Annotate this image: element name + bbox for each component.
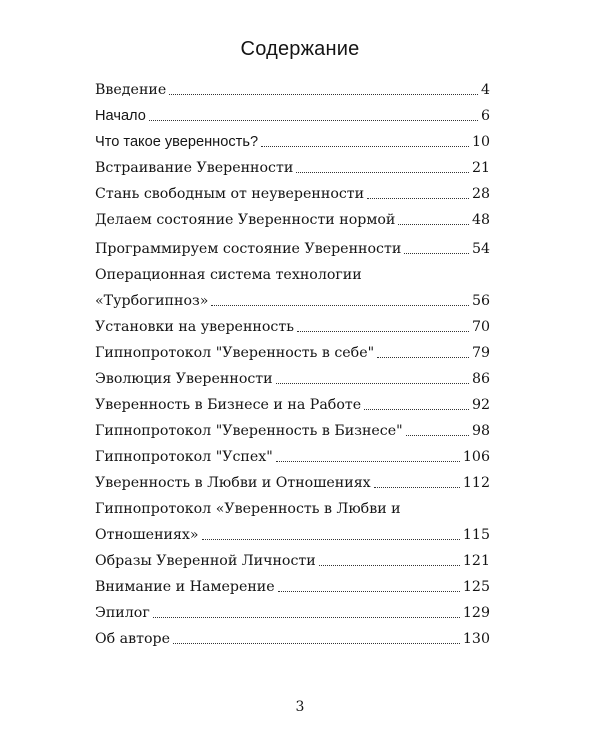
toc-entry-introduction	[95, 73, 490, 99]
toc-entry-confidence-norm	[95, 203, 490, 229]
toc-entry-label: Стань свободным от неуверенности	[95, 186, 365, 202]
toc-entry-hypno-love	[95, 492, 490, 544]
dot-leader	[296, 172, 469, 173]
toc-entry-page: 112	[462, 475, 490, 491]
toc-entry-label: Отношениях»	[95, 527, 199, 543]
toc-entry-programming-confidence	[95, 229, 490, 258]
toc-entry-label: Гипнопротокол "Уверенность в Бизнесе"	[95, 423, 403, 439]
toc-entry-page: 125	[462, 579, 490, 595]
toc-entry-label: Начало	[95, 108, 146, 124]
dot-leader	[169, 94, 478, 95]
toc-entry-label: Уверенность в Бизнесе и на Работе	[95, 397, 362, 413]
toc-entry-hypno-business	[95, 414, 490, 440]
toc-entry-hypno-self-confidence	[95, 336, 490, 362]
toc-entry-page: 130	[462, 631, 490, 647]
dot-leader	[202, 539, 460, 540]
toc-entry-page: 106	[462, 449, 490, 465]
dot-leader	[404, 253, 469, 254]
toc-entry-hypno-success	[95, 440, 490, 466]
toc-entry-label-line1: Гипнопротокол «Уверенность в Любви и	[95, 501, 401, 517]
dot-leader	[406, 435, 469, 436]
toc-entry-label: Эволюция Уверенности	[95, 371, 273, 387]
dot-leader	[398, 224, 469, 225]
toc-entry-business-work	[95, 388, 490, 414]
toc-entry-page: 6	[480, 108, 490, 124]
dot-leader	[297, 331, 469, 332]
dot-leader	[367, 198, 469, 199]
dot-leader	[173, 643, 460, 644]
toc-entry-what-is-confidence	[95, 125, 490, 151]
toc-entry-label: Эпилог	[95, 605, 150, 621]
toc-entry-page: 10	[471, 134, 490, 150]
dot-leader	[319, 565, 460, 566]
toc-entry-love-relationships	[95, 466, 490, 492]
dot-leader	[149, 120, 478, 121]
toc-entry-beginning	[95, 99, 490, 125]
dot-leader	[261, 146, 469, 147]
toc-entry-evolution	[95, 362, 490, 388]
toc-entry-label: Об авторе	[95, 631, 170, 647]
page-number: 3	[295, 699, 305, 715]
toc-entry-page: 4	[480, 82, 490, 98]
toc-entry-page: 28	[471, 186, 490, 202]
toc-entry-page: 98	[471, 423, 490, 439]
dot-leader	[276, 461, 460, 462]
toc-entry-operating-system	[95, 258, 490, 310]
dot-leader	[211, 305, 469, 306]
toc-entry-label-line1: Операционная система технологии	[95, 267, 362, 283]
toc-entry-epilogue	[95, 596, 490, 622]
toc-entry-confidence-settings	[95, 310, 490, 336]
toc-entry-page: 70	[471, 319, 490, 335]
toc-entry-page: 56	[471, 293, 490, 309]
toc-entry-about-author	[95, 622, 490, 648]
dot-leader	[153, 617, 460, 618]
dot-leader	[364, 409, 469, 410]
toc-entry-page: 92	[471, 397, 490, 413]
toc-entry-attention-intention	[95, 570, 490, 596]
dot-leader	[377, 357, 469, 358]
dot-leader	[374, 487, 460, 488]
page-title: Содержание	[240, 38, 360, 60]
toc-entry-label: «Турбогипноз»	[95, 293, 209, 309]
toc-entry-page: 79	[471, 345, 490, 361]
table-of-contents	[95, 73, 490, 648]
toc-entry-page: 121	[462, 553, 490, 569]
dot-leader	[276, 383, 469, 384]
toc-entry-label: Гипнопротокол "Уверенность в себе"	[95, 345, 375, 361]
toc-entry-images-personality	[95, 544, 490, 570]
toc-entry-label: Гипнопротокол "Успех"	[95, 449, 273, 465]
toc-entry-page: 115	[462, 527, 490, 543]
dot-leader	[278, 591, 460, 592]
toc-entry-page: 48	[471, 212, 490, 228]
toc-entry-label: Делаем состояние Уверенности нормой	[95, 212, 396, 228]
toc-entry-label: Уверенность в Любви и Отношениях	[95, 475, 371, 491]
toc-entry-label: Установки на уверенность	[95, 319, 294, 335]
toc-entry-label: Что такое уверенность?	[95, 134, 259, 150]
toc-entry-free-from-insecurity	[95, 177, 490, 203]
toc-entry-page: 21	[471, 160, 490, 176]
toc-entry-label: Введение	[95, 82, 167, 98]
toc-entry-page: 54	[471, 241, 490, 257]
toc-entry-page: 86	[471, 371, 490, 387]
toc-entry-embedding-confidence	[95, 151, 490, 177]
toc-entry-label: Внимание и Намерение	[95, 579, 275, 595]
toc-entry-label: Встраивание Уверенности	[95, 160, 294, 176]
toc-entry-label: Программируем состояние Уверенности	[95, 241, 402, 257]
toc-entry-page: 129	[462, 605, 490, 621]
toc-entry-label: Образы Уверенной Личности	[95, 553, 316, 569]
